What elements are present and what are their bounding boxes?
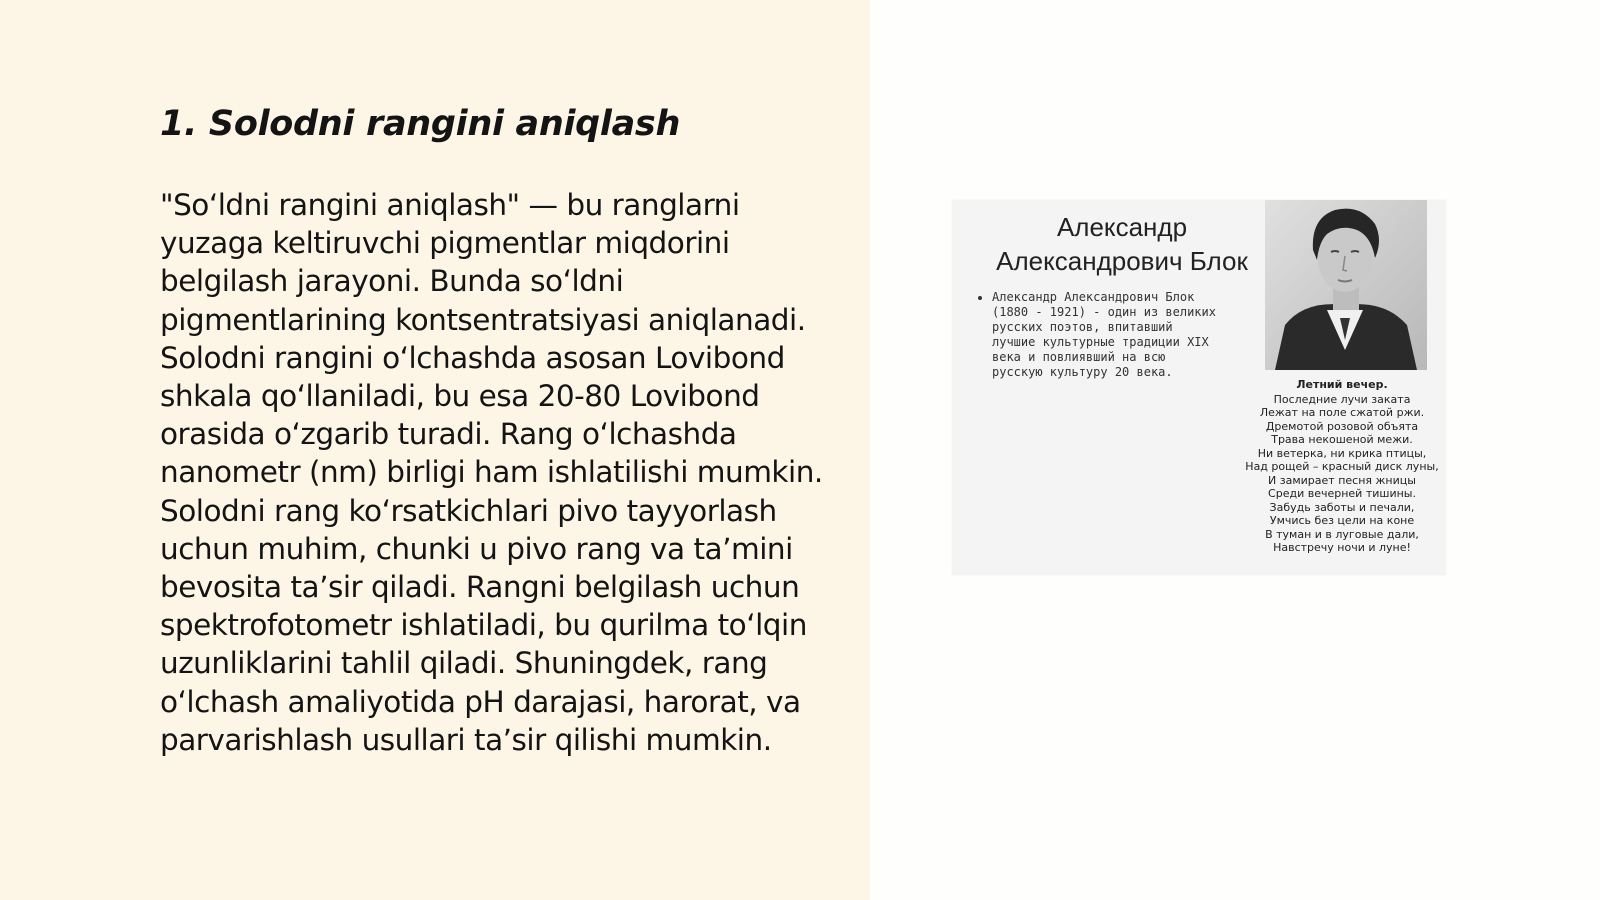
poem-line: Трава некошеной межи. xyxy=(1271,433,1413,446)
embedded-slide-image xyxy=(952,200,1446,575)
poem-line: Над рощей – красный диск луны, xyxy=(1245,460,1439,473)
bio-list xyxy=(976,290,1217,380)
poem-line: Среди вечерней тишины. xyxy=(1268,487,1416,500)
poem-title: Летний вечер. xyxy=(1296,378,1388,391)
poet-portrait xyxy=(1265,200,1427,370)
slide-title: 1. Solodni rangini aniqlash xyxy=(160,104,681,144)
slide-body-text: "So‘ldni rangini aniqlash" — bu ranglarni yuzaga keltiruvchi pigmentlar miqdorini belgilash jarayoni. Bunda so‘ldni pigmentlarining kontsentratsiyasi aniqlanadi. Solodni rangini o‘lchashda asosan Lovibond shkala qo‘llaniladi, bu esa 20-80 Lovibond orasida o‘zgarib turadi. Rang o‘lchashda nanometr (nm) birligi ham ishlatilishi mumkin. Solodni rang ko‘rsatkichlari pivo tayyorlash uchun muhim, chunki u pivo rang va ta’mini bevosita ta’sir qiladi. Rangni belgilash uchun spektrofotometr ishlatiladi, bu qurilma to‘lqin uzunliklarini tahlil qiladi. Shuningdek, rang o‘lchash amaliyotida pH darajasi, harorat, va parvarishlash usullari ta’sir qilishi mumkin. xyxy=(160,188,823,757)
poem-block xyxy=(1232,378,1446,555)
poem-line: И замирает песня жницы xyxy=(1268,473,1416,487)
poem-line: Умчись без цели на коне xyxy=(1269,514,1415,527)
poet-name-line-1: Александр xyxy=(1056,212,1188,242)
bio-text: • Александр Александрович Блок (1880 - 1921) - один из великих русских поэтов, впитавший лучшие культурные традиции XIX века и повлиявший на всю русскую культуру 20 века. xyxy=(992,290,1217,380)
poem-line: Дремотой розовой объята xyxy=(1265,419,1419,433)
poem-line: Лежат на поле сжатой ржи. xyxy=(1259,406,1425,419)
poem-line: Навстречу ночи и луне! xyxy=(1273,541,1411,554)
poet-name-heading xyxy=(972,210,1272,278)
poet-name-line-2: Александрович Блок xyxy=(996,246,1248,276)
poem-line: Забудь заботы и печали, xyxy=(1269,500,1415,514)
portrait-photo xyxy=(1265,200,1427,370)
poem-line: В туман и в луговые дали, xyxy=(1265,527,1419,541)
poem-line: Ни ветерка, ни крика птицы, xyxy=(1257,446,1427,460)
poem-line: Последние лучи заката xyxy=(1273,392,1411,406)
